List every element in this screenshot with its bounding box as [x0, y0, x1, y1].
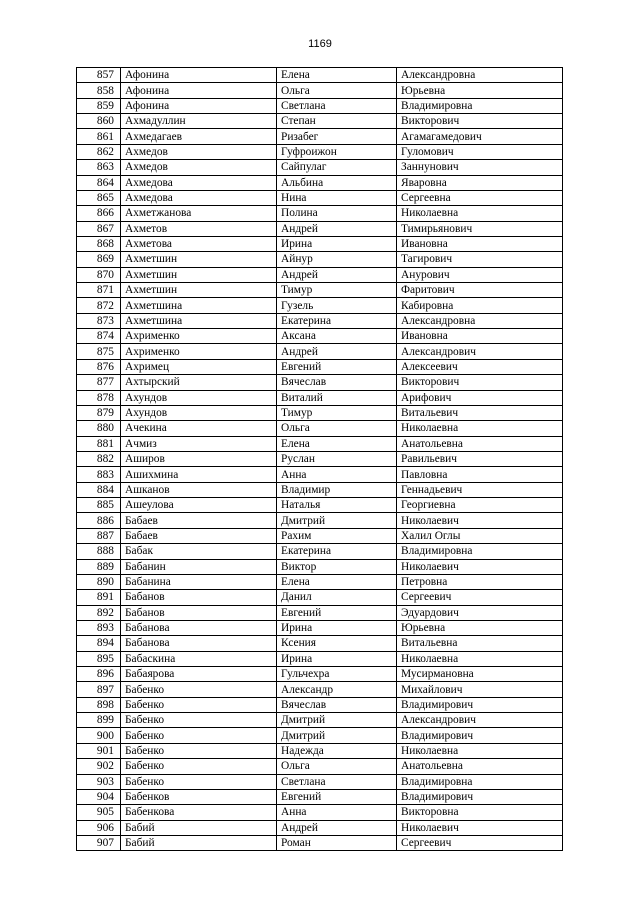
surname-cell: Бабаев [121, 528, 277, 543]
first-name-cell: Тимур [277, 405, 397, 420]
first-name-cell: Александр [277, 682, 397, 697]
surname-cell: Бабенко [121, 759, 277, 774]
row-number-cell: 857 [77, 68, 121, 83]
patronymic-cell: Владимирович [397, 789, 563, 804]
page-number: 1169 [308, 38, 332, 50]
row-number-cell: 885 [77, 498, 121, 513]
first-name-cell: Аксана [277, 329, 397, 344]
row-number-cell: 897 [77, 682, 121, 697]
first-name-cell: Елена [277, 436, 397, 451]
table-row [77, 482, 563, 497]
row-number-cell: 896 [77, 667, 121, 682]
first-name-cell: Виктор [277, 559, 397, 574]
patronymic-cell: Анурович [397, 267, 563, 282]
names-table [76, 67, 563, 851]
row-number-cell: 871 [77, 283, 121, 298]
first-name-cell: Ксения [277, 636, 397, 651]
first-name-cell: Тимур [277, 283, 397, 298]
table-row [77, 98, 563, 113]
surname-cell: Ахметова [121, 236, 277, 251]
table-row [77, 68, 563, 83]
patronymic-cell: Яваровна [397, 175, 563, 190]
first-name-cell: Данил [277, 590, 397, 605]
surname-cell: Ахримец [121, 359, 277, 374]
first-name-cell: Андрей [277, 267, 397, 282]
patronymic-cell: Владимирович [397, 728, 563, 743]
table-row [77, 313, 563, 328]
row-number-cell: 888 [77, 544, 121, 559]
row-number-cell: 884 [77, 482, 121, 497]
first-name-cell: Степан [277, 114, 397, 129]
row-number-cell: 899 [77, 713, 121, 728]
table-row [77, 114, 563, 129]
row-number-cell: 886 [77, 513, 121, 528]
surname-cell: Бабенко [121, 728, 277, 743]
first-name-cell: Роман [277, 835, 397, 850]
row-number-cell: 879 [77, 405, 121, 420]
patronymic-cell: Павловна [397, 467, 563, 482]
patronymic-cell: Александровна [397, 68, 563, 83]
surname-cell: Ахметшин [121, 267, 277, 282]
table-row [77, 636, 563, 651]
names-table-body [77, 68, 563, 851]
first-name-cell: Гузель [277, 298, 397, 313]
patronymic-cell: Николаевич [397, 559, 563, 574]
patronymic-cell: Петровна [397, 574, 563, 589]
row-number-cell: 894 [77, 636, 121, 651]
patronymic-cell: Витальевна [397, 636, 563, 651]
row-number-cell: 859 [77, 98, 121, 113]
first-name-cell: Надежда [277, 743, 397, 758]
row-number-cell: 868 [77, 236, 121, 251]
first-name-cell: Нина [277, 190, 397, 205]
patronymic-cell: Заннунович [397, 160, 563, 175]
table-row [77, 436, 563, 451]
table-row [77, 835, 563, 850]
first-name-cell: Владимир [277, 482, 397, 497]
first-name-cell: Альбина [277, 175, 397, 190]
first-name-cell: Ризабег [277, 129, 397, 144]
row-number-cell: 902 [77, 759, 121, 774]
row-number-cell: 900 [77, 728, 121, 743]
table-row [77, 298, 563, 313]
table-row [77, 590, 563, 605]
table-row [77, 451, 563, 466]
patronymic-cell: Викторович [397, 375, 563, 390]
row-number-cell: 905 [77, 805, 121, 820]
row-number-cell: 883 [77, 467, 121, 482]
first-name-cell: Екатерина [277, 544, 397, 559]
first-name-cell: Дмитрий [277, 513, 397, 528]
row-number-cell: 861 [77, 129, 121, 144]
patronymic-cell: Николаевна [397, 651, 563, 666]
table-row [77, 144, 563, 159]
patronymic-cell: Анатольевна [397, 436, 563, 451]
surname-cell: Ахмедагаев [121, 129, 277, 144]
row-number-cell: 881 [77, 436, 121, 451]
table-row [77, 774, 563, 789]
surname-cell: Бабанов [121, 605, 277, 620]
first-name-cell: Вячеслав [277, 375, 397, 390]
table-row [77, 498, 563, 513]
surname-cell: Бабанов [121, 590, 277, 605]
first-name-cell: Виталий [277, 390, 397, 405]
patronymic-cell: Николаевич [397, 513, 563, 528]
table-row [77, 620, 563, 635]
surname-cell: Ахмедов [121, 144, 277, 159]
surname-cell: Ахундов [121, 405, 277, 420]
surname-cell: Ачекина [121, 421, 277, 436]
patronymic-cell: Мусирмановна [397, 667, 563, 682]
first-name-cell: Руслан [277, 451, 397, 466]
surname-cell: Ахметов [121, 221, 277, 236]
row-number-cell: 860 [77, 114, 121, 129]
table-row [77, 667, 563, 682]
surname-cell: Ахмадуллин [121, 114, 277, 129]
patronymic-cell: Николаевна [397, 421, 563, 436]
row-number-cell: 869 [77, 252, 121, 267]
table-row [77, 83, 563, 98]
row-number-cell: 903 [77, 774, 121, 789]
patronymic-cell: Геннадьевич [397, 482, 563, 497]
first-name-cell: Гуфроижон [277, 144, 397, 159]
first-name-cell: Сайпулаг [277, 160, 397, 175]
first-name-cell: Полина [277, 206, 397, 221]
surname-cell: Ахмедов [121, 160, 277, 175]
first-name-cell: Елена [277, 574, 397, 589]
table-row [77, 267, 563, 282]
first-name-cell: Анна [277, 467, 397, 482]
first-name-cell: Дмитрий [277, 728, 397, 743]
surname-cell: Ахметжанова [121, 206, 277, 221]
patronymic-cell: Сергеевич [397, 590, 563, 605]
row-number-cell: 864 [77, 175, 121, 190]
surname-cell: Бабанова [121, 636, 277, 651]
row-number-cell: 906 [77, 820, 121, 835]
patronymic-cell: Тимирьянович [397, 221, 563, 236]
patronymic-cell: Георгиевна [397, 498, 563, 513]
table-row [77, 390, 563, 405]
patronymic-cell: Юрьевна [397, 83, 563, 98]
table-row [77, 467, 563, 482]
patronymic-cell: Владимировна [397, 98, 563, 113]
first-name-cell: Вячеслав [277, 697, 397, 712]
table-row [77, 528, 563, 543]
table-row [77, 375, 563, 390]
table-row [77, 359, 563, 374]
patronymic-cell: Кабировна [397, 298, 563, 313]
row-number-cell: 876 [77, 359, 121, 374]
patronymic-cell: Тагирович [397, 252, 563, 267]
table-row [77, 805, 563, 820]
row-number-cell: 872 [77, 298, 121, 313]
row-number-cell: 858 [77, 83, 121, 98]
surname-cell: Бабак [121, 544, 277, 559]
row-number-cell: 893 [77, 620, 121, 635]
patronymic-cell: Арифович [397, 390, 563, 405]
table-row [77, 743, 563, 758]
row-number-cell: 887 [77, 528, 121, 543]
surname-cell: Бабанова [121, 620, 277, 635]
row-number-cell: 889 [77, 559, 121, 574]
surname-cell: Ахметшин [121, 252, 277, 267]
patronymic-cell: Викторович [397, 114, 563, 129]
surname-cell: Ахрименко [121, 329, 277, 344]
first-name-cell: Ирина [277, 620, 397, 635]
patronymic-cell: Александрович [397, 713, 563, 728]
patronymic-cell: Гуломович [397, 144, 563, 159]
row-number-cell: 863 [77, 160, 121, 175]
patronymic-cell: Николаевич [397, 820, 563, 835]
surname-cell: Бабаев [121, 513, 277, 528]
first-name-cell: Рахим [277, 528, 397, 543]
table-row [77, 175, 563, 190]
patronymic-cell: Викторовна [397, 805, 563, 820]
table-row [77, 405, 563, 420]
first-name-cell: Наталья [277, 498, 397, 513]
table-row [77, 329, 563, 344]
surname-cell: Ашканов [121, 482, 277, 497]
table-row [77, 129, 563, 144]
table-row [77, 789, 563, 804]
surname-cell: Афонина [121, 83, 277, 98]
first-name-cell: Дмитрий [277, 713, 397, 728]
table-row [77, 759, 563, 774]
patronymic-cell: Сергеевна [397, 190, 563, 205]
surname-cell: Бабенко [121, 697, 277, 712]
surname-cell: Бабаярова [121, 667, 277, 682]
surname-cell: Аширов [121, 451, 277, 466]
surname-cell: Ахметшина [121, 313, 277, 328]
table-row [77, 682, 563, 697]
table-row [77, 421, 563, 436]
surname-cell: Бабенков [121, 789, 277, 804]
row-number-cell: 874 [77, 329, 121, 344]
table-row [77, 605, 563, 620]
first-name-cell: Ирина [277, 236, 397, 251]
patronymic-cell: Ивановна [397, 329, 563, 344]
surname-cell: Бабенко [121, 682, 277, 697]
row-number-cell: 878 [77, 390, 121, 405]
surname-cell: Ахмедова [121, 190, 277, 205]
patronymic-cell: Витальевич [397, 405, 563, 420]
table-row [77, 651, 563, 666]
first-name-cell: Айнур [277, 252, 397, 267]
first-name-cell: Елена [277, 68, 397, 83]
table-row [77, 344, 563, 359]
surname-cell: Бабанин [121, 559, 277, 574]
table-row [77, 574, 563, 589]
row-number-cell: 891 [77, 590, 121, 605]
surname-cell: Бабанина [121, 574, 277, 589]
row-number-cell: 870 [77, 267, 121, 282]
table-row [77, 236, 563, 251]
surname-cell: Ахтырский [121, 375, 277, 390]
row-number-cell: 873 [77, 313, 121, 328]
row-number-cell: 865 [77, 190, 121, 205]
first-name-cell: Светлана [277, 98, 397, 113]
patronymic-cell: Халил Оглы [397, 528, 563, 543]
first-name-cell: Екатерина [277, 313, 397, 328]
patronymic-cell: Михайлович [397, 682, 563, 697]
surname-cell: Ахмедова [121, 175, 277, 190]
patronymic-cell: Анатольевна [397, 759, 563, 774]
table-row [77, 713, 563, 728]
row-number-cell: 898 [77, 697, 121, 712]
surname-cell: Бабенко [121, 774, 277, 789]
patronymic-cell: Александровна [397, 313, 563, 328]
surname-cell: Ашеулова [121, 498, 277, 513]
first-name-cell: Евгений [277, 789, 397, 804]
surname-cell: Бабий [121, 820, 277, 835]
patronymic-cell: Владимировна [397, 774, 563, 789]
table-row [77, 559, 563, 574]
surname-cell: Бабенко [121, 743, 277, 758]
table-row [77, 206, 563, 221]
first-name-cell: Андрей [277, 221, 397, 236]
surname-cell: Ачмиз [121, 436, 277, 451]
table-row [77, 283, 563, 298]
row-number-cell: 862 [77, 144, 121, 159]
surname-cell: Ашихмина [121, 467, 277, 482]
row-number-cell: 875 [77, 344, 121, 359]
patronymic-cell: Владимировна [397, 544, 563, 559]
surname-cell: Ахундов [121, 390, 277, 405]
first-name-cell: Светлана [277, 774, 397, 789]
row-number-cell: 867 [77, 221, 121, 236]
row-number-cell: 895 [77, 651, 121, 666]
patronymic-cell: Равильевич [397, 451, 563, 466]
first-name-cell: Ирина [277, 651, 397, 666]
row-number-cell: 890 [77, 574, 121, 589]
patronymic-cell: Ивановна [397, 236, 563, 251]
patronymic-cell: Владимирович [397, 697, 563, 712]
patronymic-cell: Фаритович [397, 283, 563, 298]
first-name-cell: Анна [277, 805, 397, 820]
first-name-cell: Ольга [277, 759, 397, 774]
surname-cell: Бабий [121, 835, 277, 850]
row-number-cell: 866 [77, 206, 121, 221]
first-name-cell: Андрей [277, 820, 397, 835]
patronymic-cell: Сергеевич [397, 835, 563, 850]
patronymic-cell: Александрович [397, 344, 563, 359]
first-name-cell: Гульчехра [277, 667, 397, 682]
surname-cell: Ахметшин [121, 283, 277, 298]
surname-cell: Ахметшина [121, 298, 277, 313]
first-name-cell: Евгений [277, 605, 397, 620]
surname-cell: Бабенко [121, 713, 277, 728]
surname-cell: Бабенкова [121, 805, 277, 820]
row-number-cell: 882 [77, 451, 121, 466]
row-number-cell: 892 [77, 605, 121, 620]
row-number-cell: 904 [77, 789, 121, 804]
table-row [77, 160, 563, 175]
first-name-cell: Андрей [277, 344, 397, 359]
table-row [77, 728, 563, 743]
patronymic-cell: Юрьевна [397, 620, 563, 635]
patronymic-cell: Агамагамедович [397, 129, 563, 144]
row-number-cell: 901 [77, 743, 121, 758]
row-number-cell: 907 [77, 835, 121, 850]
table-row [77, 697, 563, 712]
first-name-cell: Ольга [277, 421, 397, 436]
patronymic-cell: Алексеевич [397, 359, 563, 374]
table-row [77, 190, 563, 205]
patronymic-cell: Николаевна [397, 206, 563, 221]
table-row [77, 513, 563, 528]
patronymic-cell: Николаевна [397, 743, 563, 758]
row-number-cell: 880 [77, 421, 121, 436]
table-row [77, 820, 563, 835]
surname-cell: Афонина [121, 68, 277, 83]
surname-cell: Бабаскина [121, 651, 277, 666]
table-row [77, 221, 563, 236]
first-name-cell: Ольга [277, 83, 397, 98]
table-row [77, 252, 563, 267]
surname-cell: Ахрименко [121, 344, 277, 359]
surname-cell: Афонина [121, 98, 277, 113]
first-name-cell: Евгений [277, 359, 397, 374]
patronymic-cell: Эдуардович [397, 605, 563, 620]
row-number-cell: 877 [77, 375, 121, 390]
table-row [77, 544, 563, 559]
